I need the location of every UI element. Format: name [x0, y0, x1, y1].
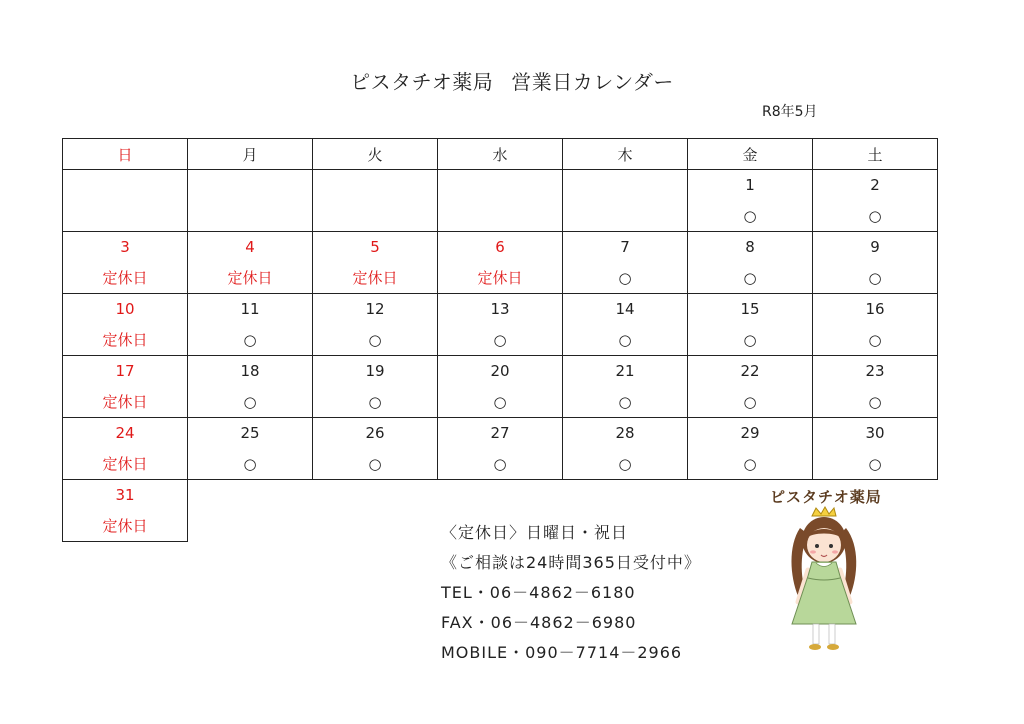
calendar-day-cell [813, 294, 938, 356]
calendar-day-cell [563, 294, 688, 356]
open-mark: ○ [743, 207, 757, 225]
calendar-day-cell [188, 170, 313, 232]
day-status: 定休日 [102, 517, 148, 535]
day-status: 定休日 [352, 269, 398, 287]
day-number: 25 [240, 424, 260, 442]
day-number: 13 [490, 300, 510, 318]
fax-number: FAX・06－4862－6980 [441, 613, 637, 632]
cheek-left [810, 550, 816, 553]
calendar-day-cell [188, 232, 313, 294]
calendar-day-cell [438, 356, 563, 418]
day-status: 定休日 [102, 331, 148, 349]
calendar-month: R8年5月 [762, 104, 818, 120]
crown-icon [812, 507, 836, 516]
day-number: 21 [615, 362, 635, 380]
day-number: 7 [620, 238, 630, 256]
calendar-day-cell [813, 418, 938, 480]
calendar-day-cell [688, 232, 813, 294]
eye-left [815, 544, 819, 548]
weekday-sun: 日 [63, 139, 188, 170]
girl-illustration [778, 506, 868, 654]
day-number: 29 [740, 424, 760, 442]
calendar-day-cell [313, 418, 438, 480]
day-status [313, 208, 437, 224]
calendar-day-cell [438, 294, 563, 356]
day-number: 19 [365, 362, 385, 380]
shoe-right [827, 644, 839, 650]
open-mark: ○ [743, 269, 757, 287]
open-mark: ○ [493, 393, 507, 411]
day-number [438, 177, 562, 193]
calendar-day-cell [813, 170, 938, 232]
day-number: 12 [365, 300, 385, 318]
consult-note: 《ご相談は24時間365日受付中》 [441, 553, 701, 572]
day-number: 14 [615, 300, 635, 318]
day-number: 1 [745, 176, 755, 194]
open-mark: ○ [743, 393, 757, 411]
day-status [63, 208, 187, 224]
weekday-wed: 水 [438, 139, 563, 170]
calendar-day-cell [63, 232, 188, 294]
calendar-week-row [63, 418, 938, 480]
day-number: 9 [870, 238, 880, 256]
info-block [441, 518, 701, 668]
day-number [188, 177, 312, 193]
day-number: 15 [740, 300, 760, 318]
day-status [188, 208, 312, 224]
day-status [563, 208, 687, 224]
open-mark: ○ [743, 331, 757, 349]
leg-right [829, 624, 835, 644]
business-calendar [62, 138, 938, 542]
calendar-day-cell [63, 356, 188, 418]
calendar-day-cell [313, 232, 438, 294]
calendar-day-cell [688, 356, 813, 418]
open-mark: ○ [868, 455, 882, 473]
day-number: 24 [115, 424, 135, 442]
shoe-left [809, 644, 821, 650]
calendar-day-cell [438, 232, 563, 294]
open-mark: ○ [618, 393, 632, 411]
open-mark: ○ [618, 455, 632, 473]
day-number: 8 [745, 238, 755, 256]
open-mark: ○ [243, 331, 257, 349]
open-mark: ○ [368, 393, 382, 411]
day-number: 11 [240, 300, 260, 318]
calendar-week-row [63, 356, 938, 418]
day-status [438, 208, 562, 224]
calendar-day-cell [563, 232, 688, 294]
day-number: 16 [865, 300, 885, 318]
open-mark: ○ [493, 331, 507, 349]
logo-text: ピスタチオ薬局 [770, 488, 882, 506]
open-mark: ○ [493, 455, 507, 473]
open-mark: ○ [368, 455, 382, 473]
day-number: 18 [240, 362, 260, 380]
day-number: 3 [120, 238, 130, 256]
eye-right [829, 544, 833, 548]
day-number: 5 [370, 238, 380, 256]
title-pharmacy-name: ピスタチオ薬局 [350, 70, 494, 94]
day-number: 20 [490, 362, 510, 380]
open-mark: ○ [618, 331, 632, 349]
day-number: 31 [115, 486, 135, 504]
day-number: 17 [115, 362, 135, 380]
calendar-day-cell [563, 356, 688, 418]
weekday-fri: 金 [688, 139, 813, 170]
day-number: 4 [245, 238, 255, 256]
leg-left [813, 624, 819, 644]
calendar-day-cell [63, 480, 188, 542]
day-status: 定休日 [102, 393, 148, 411]
calendar-day-cell [563, 170, 688, 232]
day-number [63, 177, 187, 193]
calendar-week-row [63, 170, 938, 232]
day-status: 定休日 [227, 269, 273, 287]
calendar-day-cell [438, 418, 563, 480]
day-status: 定休日 [102, 455, 148, 473]
calendar-day-cell [188, 418, 313, 480]
day-number: 28 [615, 424, 635, 442]
day-status: 定休日 [477, 269, 523, 287]
calendar-day-cell [313, 294, 438, 356]
day-number: 10 [115, 300, 135, 318]
calendar-day-cell [188, 356, 313, 418]
calendar-day-cell [688, 418, 813, 480]
day-number: 23 [865, 362, 885, 380]
day-status: 定休日 [102, 269, 148, 287]
calendar-day-cell [63, 170, 188, 232]
calendar-week-row [63, 294, 938, 356]
title-calendar-label: 営業日カレンダー [511, 70, 674, 94]
weekday-tue: 火 [313, 139, 438, 170]
open-mark: ○ [243, 393, 257, 411]
day-number: 26 [365, 424, 385, 442]
day-number: 22 [740, 362, 760, 380]
open-mark: ○ [868, 331, 882, 349]
open-mark: ○ [368, 331, 382, 349]
open-mark: ○ [868, 207, 882, 225]
open-mark: ○ [743, 455, 757, 473]
open-mark: ○ [618, 269, 632, 287]
calendar-day-cell [813, 232, 938, 294]
calendar-day-cell [63, 418, 188, 480]
open-mark: ○ [868, 269, 882, 287]
calendar-day-cell [688, 294, 813, 356]
page-title [0, 66, 1024, 95]
mobile-number: MOBILE・090－7714－2966 [441, 643, 683, 662]
open-mark: ○ [243, 455, 257, 473]
calendar-day-cell [188, 294, 313, 356]
calendar-day-cell [313, 356, 438, 418]
day-number: 27 [490, 424, 510, 442]
tel-number: TEL・06－4862－6180 [441, 583, 636, 602]
calendar-day-cell [438, 170, 563, 232]
weekday-header-row [63, 139, 938, 170]
weekday-sat: 土 [813, 139, 938, 170]
day-number: 2 [870, 176, 880, 194]
calendar-day-cell [563, 418, 688, 480]
day-number [563, 177, 687, 193]
calendar-empty-space [188, 480, 313, 542]
weekday-mon: 月 [188, 139, 313, 170]
calendar-empty-space [313, 480, 438, 542]
weekday-thu: 木 [563, 139, 688, 170]
calendar-day-cell [688, 170, 813, 232]
cheek-right [832, 550, 838, 553]
holiday-note: 〈定休日〉日曜日・祝日 [441, 523, 629, 542]
calendar-day-cell [63, 294, 188, 356]
calendar-week-row [63, 232, 938, 294]
day-number: 6 [495, 238, 505, 256]
day-number [313, 177, 437, 193]
calendar-day-cell [313, 170, 438, 232]
open-mark: ○ [868, 393, 882, 411]
calendar-day-cell [813, 356, 938, 418]
day-number: 30 [865, 424, 885, 442]
